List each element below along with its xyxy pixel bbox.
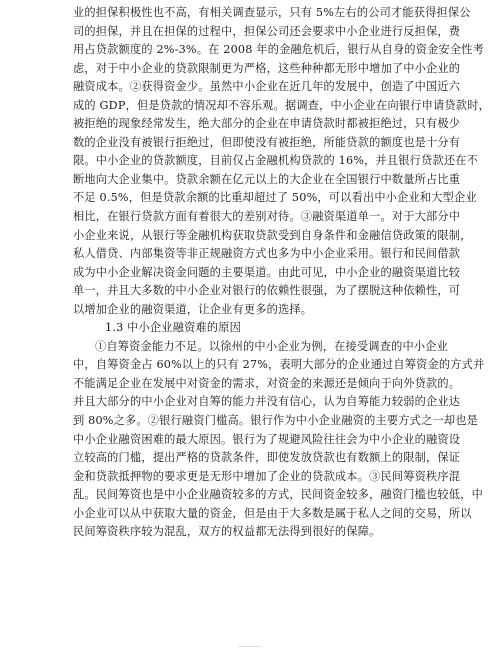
- paragraph-line: 以增加企业的融资渠道，让企业有更多的选择。: [73, 302, 313, 316]
- paragraph-line: 单一，并且大多数的中小企业对银行的依赖性很强，为了摆脱这种依赖性，可: [73, 284, 461, 298]
- paragraph-line: 数的企业没有被银行拒绝过，但即使没有被拒绝，所能贷款的额度也是十分有: [73, 135, 461, 149]
- paragraph-line: ①自筹资金能力不足。以徐州的中小企业为例，在接受调查的中小企业: [95, 339, 449, 353]
- paragraph-line: 小企业可以从中获取大量的资金，但是由于大多数是属于私人之间的交易，所以: [73, 506, 472, 520]
- paragraph-line: 小企业来说，从银行等金融机构获取贷款受到自身条件和金融信贷政策的限制，: [73, 228, 472, 242]
- paragraph-line: 并且大部分的中小企业对自筹的能力并没有信心，认为自筹能力较弱的企业达: [73, 395, 461, 409]
- paragraph-line: 乱。民间筹资也是中小企业融资较多的方式，民间资金较多，融资门槛也较低，中: [73, 488, 483, 502]
- paragraph-line: 业的担保积极性也不高，有相关调查显示，只有 5%左右的公司才能获得担保公: [73, 6, 471, 19]
- section-heading: 1.3 中小企业融资难的原因: [105, 321, 242, 335]
- paragraph-line: 中小企业融资困难的最大原因。银行为了规避风险往往会为中小企业的融资设: [73, 432, 461, 446]
- body-text: [73, 4, 490, 542]
- paragraph-line: 中，自筹资金占 60%以上的只有 27%，表明大部分的企业通过自筹资金的方式并: [73, 358, 485, 372]
- paragraph-line: 断地向大企业集中。贷款余额在亿元以上的大企业在全国银行中数量所占比重: [73, 172, 461, 186]
- paragraph-line: 司的担保，并且在担保的过程中，担保公司还会要求中小企业进行反担保，费: [73, 24, 461, 38]
- paragraph-line: 立较高的门槛，提出严格的贷款条件，即使发放贷款也有数额上的限制，保证: [73, 451, 461, 465]
- paragraph-line: 金和贷款抵押物的要求更是无形中增加了企业的贷款成本。③民间筹资秩序混: [73, 469, 461, 483]
- paragraph-line: 被拒绝的现象经常发生，绝大部分的企业在申请贷款时都被拒绝过，只有极少: [73, 117, 461, 131]
- paragraph-line: 不足 0.5%，但是贷款余额的比重却超过了 50%，可以看出中小企业和大型企业: [73, 191, 477, 205]
- paragraph-line: 成的 GDP，但是贷款的情况却不容乐观。据调查，中小企业在向银行申请贷款时，: [73, 98, 490, 112]
- paragraph-line: 民间筹资秩序较为混乱，双方的权益都无法得到很好的保障。: [73, 525, 381, 539]
- paragraph-line: 融资成本。②获得资金少。虽然中小企业在近几年的发展中，创造了中国近六: [73, 80, 461, 94]
- paragraph-line: 限。中小企业的贷款额度，目前仅占金融机构贷款的 16%，并且银行贷款还在不: [73, 154, 479, 168]
- paragraph-line: 不能满足企业在发展中对资金的需求，对资金的来源还是倾向于向外贷款的。: [73, 376, 461, 390]
- paragraph-line: 私人借贷、内部集资等非正规融资方式也多为中小企业采用。银行和民间借款: [73, 247, 461, 261]
- paragraph-line: 用占贷款额度的 2%-3%。在 2008 年的金融危机后，银行从自身的资金安全性考: [73, 43, 485, 57]
- paragraph-line: 成为中小企业解决资金问题的主要渠道。由此可见，中小企业的融资渠道比较: [73, 265, 461, 279]
- paragraph-line: 虑，对于中小企业的贷款限制更为严格，这些种种都无形中增加了中小企业的: [73, 61, 461, 75]
- page-bottom-mark: [238, 646, 262, 647]
- paragraph-line: 相比，在银行贷款方面有着很大的差别对待。③融资渠道单一。对于大部分中: [73, 210, 461, 224]
- paragraph-line: 到 80%之多。②银行融资门槛高。银行作为中小企业融资的主要方式之一却也是: [73, 414, 479, 428]
